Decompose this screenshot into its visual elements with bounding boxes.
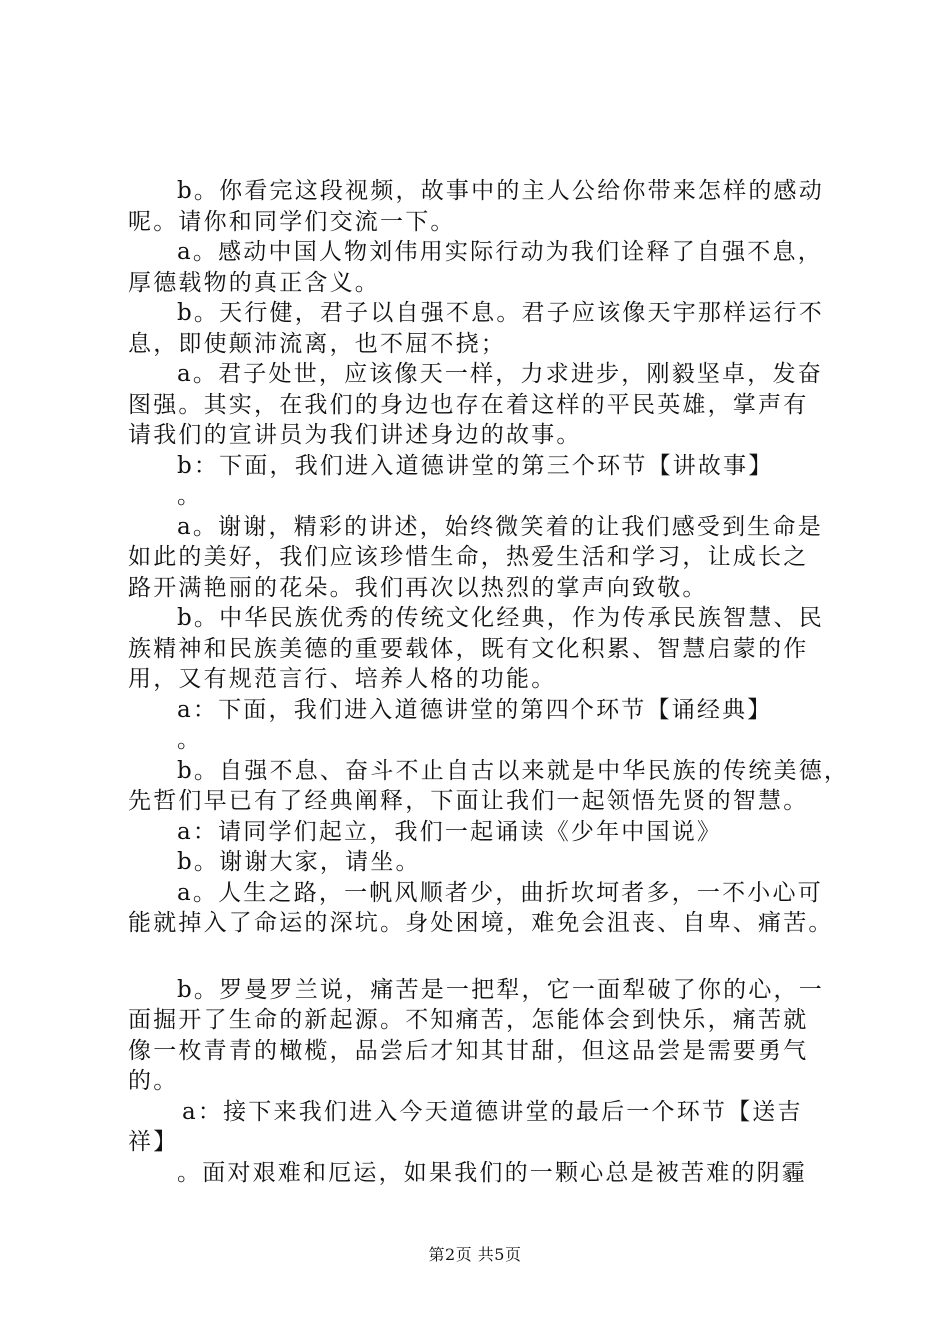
text-line: 息，即使颠沛流离，也不屈不挠； (128, 330, 506, 357)
text-line: b。你看完这段视频，故事中的主人公给你带来怎样的感动 (177, 178, 824, 204)
text-line: b。天行健，君子以自强不息。君子应该像天宇那样运行不 (177, 300, 824, 326)
text-line: 。 (177, 483, 203, 509)
text-line: 能就掉入了命运的深坑。身处困境，难免会沮丧、自卑、痛苦。 (128, 910, 834, 936)
page-footer: 第2页 共5页 (428, 1245, 522, 1264)
text-line: 路开满艳丽的花朵。我们再次以热烈的掌声向致敬。 (128, 574, 708, 601)
text-line: 。面对艰难和厄运，如果我们的一颗心总是被苦难的阴霾 (177, 1159, 807, 1186)
text-line: a。人生之路，一帆风顺者少，曲折坎坷者多，一不小心可 (177, 879, 823, 906)
text-line: a。感动中国人物刘伟用实际行动为我们诠释了自强不息， (177, 239, 823, 265)
text-line: 先哲们早已有了经典阐释，下面让我们一起领悟先贤的智慧。 (128, 788, 809, 814)
text-line: 。 (177, 727, 203, 753)
paragraph-gap (128, 939, 848, 975)
text-line: b。中华民族优秀的传统文化经典，作为传承民族智慧、民 (177, 605, 824, 631)
text-line: 的。 (128, 1068, 179, 1094)
text-line: a：下面，我们进入道德讲堂的第四个环节【诵经典】 (177, 696, 773, 723)
text-line: 厚德载物的真正含义。 (128, 269, 380, 296)
document-body (128, 176, 848, 1188)
text-line: a：接下来我们进入今天道德讲堂的最后一个环节【送吉 (182, 1098, 803, 1125)
text-line: 如此的美好，我们应该珍惜生命，热爱生活和学习，让成长之 (128, 544, 809, 570)
text-line: 请我们的宣讲员为我们讲述身边的故事。 (128, 422, 582, 448)
text-line: a。谢谢，精彩的讲述，始终微笑着的让我们感受到生命是 (177, 513, 823, 540)
text-line: 像一枚青青的橄榄，品尝后才知其甘甜，但这品尝是需要勇气 (128, 1037, 809, 1064)
text-line: b。自强不息、奋斗不止自古以来就是中华民族的传统美德， (177, 757, 850, 784)
text-line: 用，又有规范言行、培养人格的功能。 (128, 666, 557, 692)
text-line: b。谢谢大家，请坐。 (177, 849, 421, 875)
text-line: a：请同学们起立，我们一起诵读《少年中国说》 (177, 818, 723, 845)
text-line: 呢。请你和同学们交流一下。 (128, 208, 456, 235)
text-line: 祥】 (128, 1129, 179, 1155)
text-line: 面掘开了生命的新起源。不知痛苦，怎能体会到快乐，痛苦就 (128, 1007, 809, 1033)
text-line: 族精神和民族美德的重要载体，既有文化积累、智慧启蒙的作 (128, 635, 809, 662)
text-line: a。君子处世，应该像天一样，力求进步，刚毅坚卓，发奋 (177, 361, 823, 387)
text-line: 图强。其实，在我们的身边也存在着这样的平民英雄，掌声有 (128, 391, 809, 418)
text-line: b：下面，我们进入道德讲堂的第三个环节【讲故事】 (177, 452, 774, 479)
text-line: b。罗曼罗兰说，痛苦是一把犁，它一面犁破了你的心，一 (177, 976, 824, 1003)
